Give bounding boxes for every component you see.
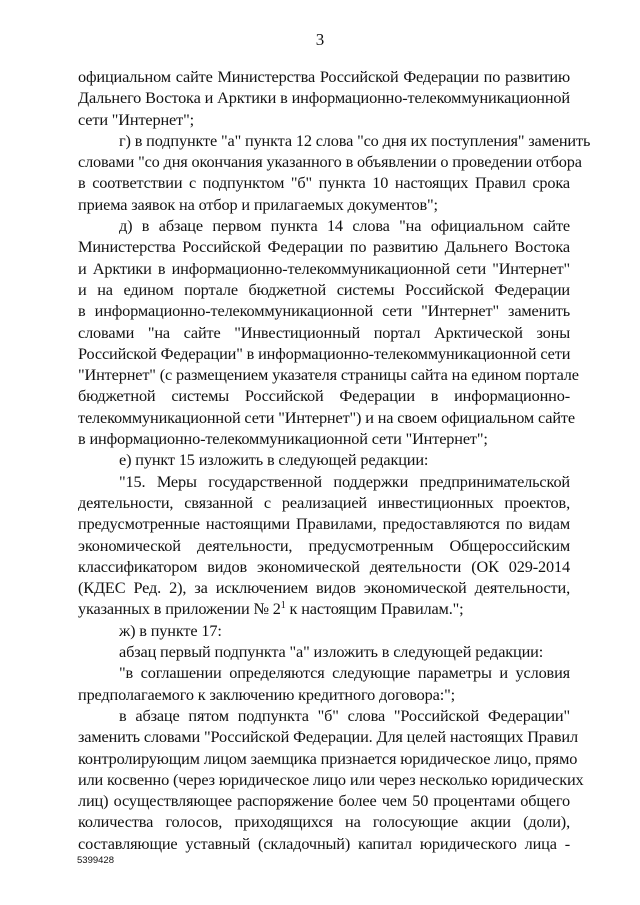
text-line [78,343,570,364]
text-line-content: предусмотренные настоящими Правилами, предоставляются по видам [78,514,570,534]
text-line-content: Министерства Российской Федерации по развитию Дальнего Востока [78,237,570,257]
text-line [78,428,570,449]
text-line [78,684,570,705]
page-number: 3 [315,30,325,49]
text-line-content: абзац первый подпункта "а" изложить в следующей редакции: [119,642,544,662]
text-line [78,364,579,385]
text-line-content: "15. Меры государственной поддержки предпринимательской [119,471,570,491]
text-line [78,790,570,811]
text-line-content: "в соглашении определяются следующие параметры и условия [119,663,570,683]
text-line-content: (КДЕС Ред. 2), за исключением видов экономической деятельности, [78,578,570,598]
text-line [78,87,570,108]
text-line-content: в соответствии с подпунктом "б" пункта 10 настоящих Правил срока [78,173,570,193]
text-line-content: количества голосов, приходящихся на голосующие акции (доли), [78,812,570,832]
text-line-content: в информационно-телекоммуникационной сети "Интернет"; [78,429,488,449]
text-line [78,577,570,598]
text-line-content: д) в абзаце первом пункта 14 слова "на официальном сайте [119,216,570,236]
text-line [78,535,570,556]
text-line [78,833,570,854]
text-line [78,662,570,683]
text-line [78,492,570,513]
text-line-content: экономической деятельности, предусмотренным Общероссийским [78,535,570,555]
text-line [78,705,570,726]
text-line [78,322,570,343]
text-line-content: официальном сайте Министерства Российской Федерации по развитию [78,67,570,86]
text-line [78,109,570,130]
text-line [78,769,584,790]
text-line-content: Российской Федерации" в информационно-телекоммуникационной сети [78,343,571,363]
text-line-content: в информационно-телекоммуникационной сети "Интернет" заменить [78,301,570,321]
text-line-content: "Интернет" (с размещением указателя страницы сайта на едином портале [78,365,579,385]
text-line-content: ж) в пункте 17: [119,620,222,640]
text-line [78,407,575,428]
text-line [78,556,570,577]
text-line-content: деятельности, связанной с реализацией инвестиционных проектов, [78,492,570,512]
document-body [78,66,591,854]
text-line [78,279,570,300]
text-line-content: указанных в приложении № 2 [78,599,281,619]
text-line-content: бюджетной системы Российской Федерации в информационно- [78,386,570,406]
text-line [78,449,570,470]
text-line [78,748,578,769]
text-line-content: в абзаце пятом подпункта "б" слова "Российской Федерации" [119,705,570,725]
text-line-content: или косвенно (через юридическое лицо или через несколько юридических [78,769,584,789]
text-line [78,172,570,193]
text-line-content: приема заявок на отбор и прилагаемых документов"; [78,194,438,214]
text-line-content: предполагаемого к заключению кредитного договора:"; [78,684,455,704]
text-line [78,471,570,492]
text-line [78,236,570,257]
text-line [78,726,578,747]
text-line [78,215,570,236]
text-line [78,66,570,87]
text-line-content: телекоммуникационной сети "Интернет") и на своем официальном сайте [78,407,575,427]
superscript: 1 [280,600,286,612]
text-line-content: г) в подпункте "а" пункта 12 слова "со дня их поступления" заменить [119,130,591,150]
text-line [78,258,570,279]
text-line-content: словами "со дня окончания указанного в объявлении о проведении отбора [78,152,582,172]
text-line-content: составляющие уставный (складочный) капитал юридического лица - [78,833,570,853]
text-line [78,194,570,215]
document-id: 5399428 [77,855,114,866]
text-line [78,513,570,534]
text-line [78,811,570,832]
text-line [78,620,570,641]
text-line-content: контролирующим лицом заемщика признается юридическое лицо, прямо [78,748,578,768]
text-line-content: словами "на сайте "Инвестиционный портал Арктической зоны [78,322,570,342]
text-line-content: е) пункт 15 изложить в следующей редакции: [119,450,429,470]
text-line-content: Дальнего Востока и Арктики в информационно-телекоммуникационной [78,88,570,108]
text-line-content: лиц) осуществляющее распоряжение более чем 50 процентами общего [78,791,570,811]
text-line [78,598,570,619]
text-line [78,151,582,172]
text-line [78,130,591,151]
text-line-content: классификатором видов экономической деятельности (ОК 029-2014 [78,556,570,576]
text-line [78,300,570,321]
text-line-content: и Арктики в информационно-телекоммуникационной сети "Интернет" [78,258,570,278]
text-line [78,385,570,406]
text-line-content: заменить словами "Российской Федерации. Для целей настоящих Правил [78,727,578,747]
text-line [78,641,570,662]
text-line-content: сети "Интернет"; [78,109,194,129]
text-line-content: и на едином портале бюджетной системы Российской Федерации [78,279,570,299]
text-line-continuation: к настоящим Правилам."; [285,599,464,619]
